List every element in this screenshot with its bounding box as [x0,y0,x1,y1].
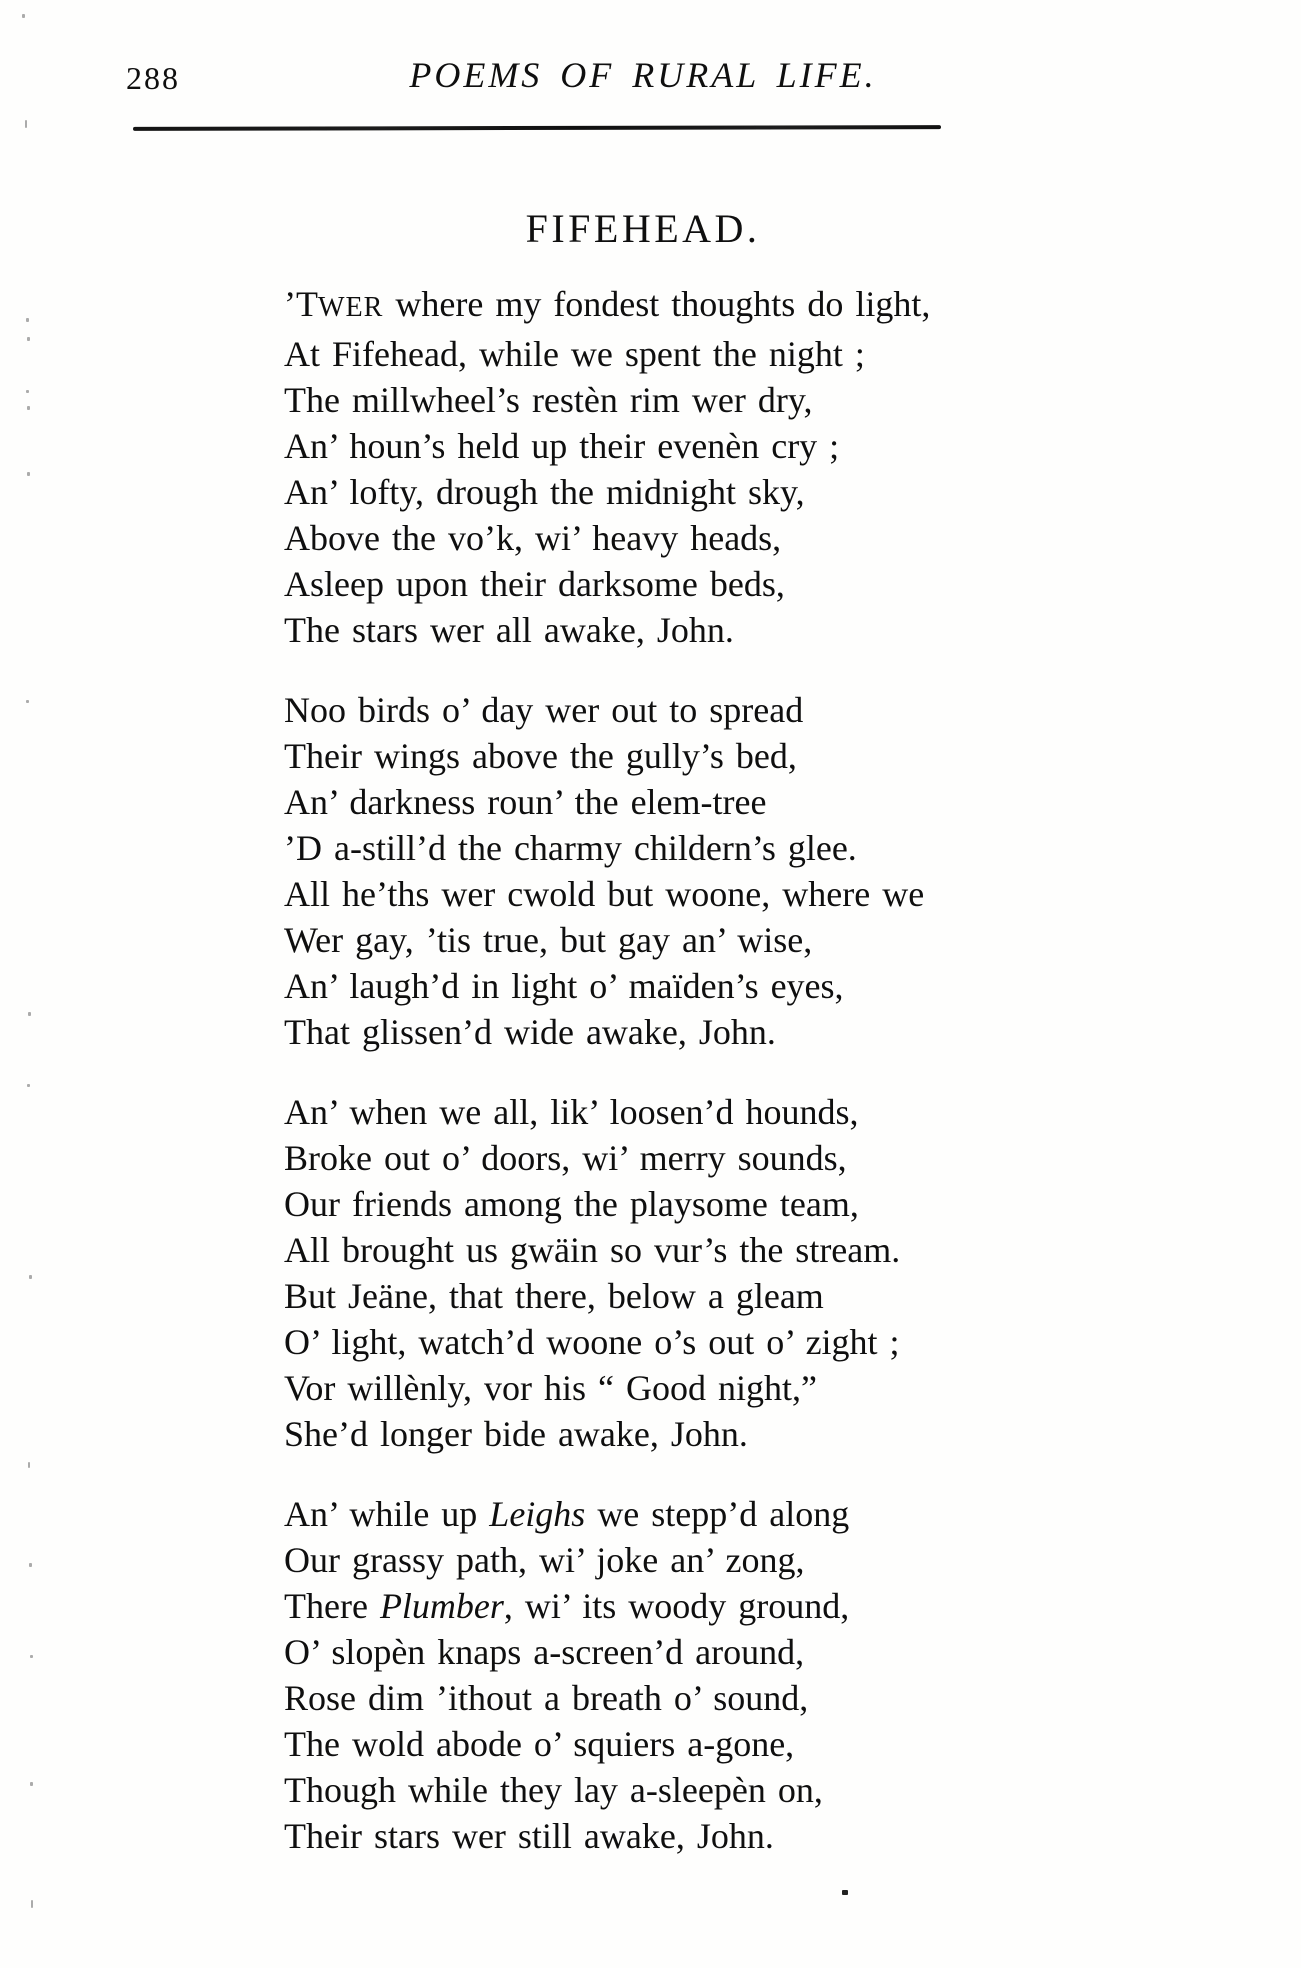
stanza [284,1089,1044,1457]
poem-text-segment: O’ light, watch’d woone o’s out o’ zight ; [284,1322,900,1362]
poem-line [284,281,1044,331]
poem-text-segment: At Fifehead, while we spent the night ; [284,334,865,374]
poem-text-segment: An’ when we all, lik’ loosen’d hounds, [284,1092,859,1132]
poem-line [284,825,1044,871]
poem-text-segment: Above the vo’k, wi’ heavy heads, [284,518,782,558]
scan-speck [30,1782,33,1786]
poem-text-segment: Our friends among the playsome team, [284,1184,859,1224]
poem-text-segment: O’ slopèn knaps a-screen’d around, [284,1632,805,1672]
scan-speck [26,700,29,703]
poem [284,281,1044,1893]
scan-speck [27,406,30,410]
poem-line [284,1009,1044,1055]
poem-line [284,779,1044,825]
poem-text-segment: Though while they lay a-sleepèn on, [284,1770,823,1810]
poem-text-segment: Wer gay, ’tis true, but gay an’ wise, [284,920,813,960]
poem-text-segment: She’d longer bide awake, John. [284,1414,748,1454]
scan-speck [30,1655,33,1658]
poem-line [284,917,1044,963]
scan-speck [27,472,30,476]
poem-line [284,1135,1044,1181]
poem-text-segment: An’ while up [284,1494,490,1534]
poem-line [284,1675,1044,1721]
poem-text-segment: But Jeäne, that there, below a gleam [284,1276,824,1316]
page-number: 288 [126,60,180,96]
poem-text-segment: That glissen’d wide awake, John. [284,1012,776,1052]
poem-text-segment: we stepp’d along [585,1494,850,1534]
scan-speck [26,390,29,393]
poem-text-segment: The wold abode o’ squiers a-gone, [284,1724,795,1764]
scan-speck [26,318,29,322]
running-head: POEMS OF RURAL LIFE. [409,55,877,95]
stanza [284,1491,1044,1859]
poem-line [284,377,1044,423]
poem-text-segment: Our grassy path, wi’ joke an’ zong, [284,1540,805,1580]
poem-text-segment: The millwheel’s restèn rim wer dry, [284,380,813,420]
poem-line [284,1365,1044,1411]
stanza [284,687,1044,1055]
poem-line [284,331,1044,377]
poem-line [284,469,1044,515]
poem-line [284,1721,1044,1767]
poem-title: FIFEHEAD. [525,206,761,251]
poem-line [284,1319,1044,1365]
scan-speck [22,14,25,18]
poem-text-segment: Broke out o’ doors, wi’ merry sounds, [284,1138,847,1178]
poem-line [284,561,1044,607]
poem-line [284,1089,1044,1135]
poem-text-segment: Noo birds o’ day wer out to spread [284,690,804,730]
header-rule [133,125,941,131]
poem-text-segment: An’ lofty, drough the midnight sky, [284,472,805,512]
poem-text-segment: Leighs [489,1494,586,1534]
poem-line [284,423,1044,469]
poem-text-segment: , wi’ its woody ground, [503,1586,850,1626]
poem-text-segment: Asleep upon their darksome beds, [284,564,785,604]
poem-text-segment: Rose dim ’ithout a breath o’ sound, [284,1678,809,1718]
poem-line [284,687,1044,733]
scan-speck [29,1563,32,1567]
ink-dot [842,1890,848,1895]
poem-line [284,1227,1044,1273]
stanza [284,281,1044,653]
poem-text-segment: WER [317,292,384,323]
poem-line [284,1537,1044,1583]
poem-line [284,871,1044,917]
poem-line [284,1181,1044,1227]
scan-speck [28,1012,31,1016]
poem-line [284,1813,1044,1859]
poem-text-segment: Their stars wer still awake, John. [284,1816,774,1856]
poem-line [284,733,1044,779]
poem-text-segment: All brought us gwäin so vur’s the stream. [284,1230,901,1270]
poem-text-segment: ’D a-still’d the charmy childern’s glee. [284,828,857,868]
poem-line [284,515,1044,561]
poem-line [284,1491,1044,1537]
poem-text-segment: Vor willènly, vor his “ Good night,” [284,1368,817,1408]
scan-speck [25,120,27,128]
poem-text-segment: An’ darkness roun’ the elem-tree [284,782,767,822]
scan-speck [27,1084,30,1087]
scan-speck [28,1462,30,1468]
poem-text-segment: All he’ths wer cwold but woone, where we [284,874,925,914]
scan-speck [27,337,30,341]
scan-speck [31,1900,33,1908]
poem-text-segment: An’ laugh’d in light o’ maïden’s eyes, [284,966,844,1006]
poem-line [284,1583,1044,1629]
poem-line [284,963,1044,1009]
poem-text-segment: The stars wer all awake, John. [284,610,734,650]
poem-line [284,1411,1044,1457]
poem-text-segment: There [284,1586,380,1626]
poem-text-segment: Plumber [379,1586,504,1626]
poem-line [284,1629,1044,1675]
poem-text-segment: where my fondest thoughts do light, [383,284,931,324]
poem-line [284,1767,1044,1813]
scan-speck [29,1275,32,1279]
poem-line [284,1273,1044,1319]
poem-text-segment: Their wings above the gully’s bed, [284,736,797,776]
poem-text-segment: ’T [284,284,318,324]
poem-line [284,607,1044,653]
poem-text-segment: An’ houn’s held up their evenèn cry ; [284,426,840,466]
